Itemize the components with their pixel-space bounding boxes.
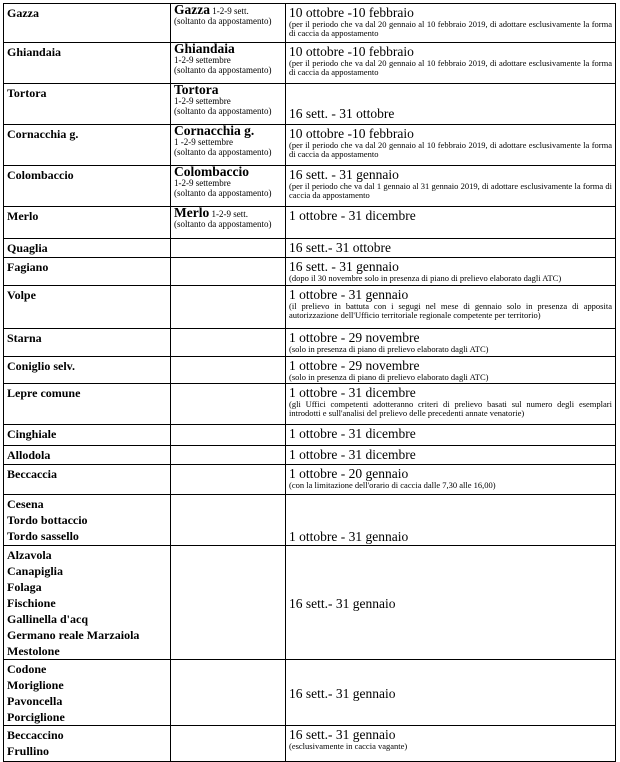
- species-name: Frullino: [7, 744, 50, 758]
- opening-days-species: Cornacchia g.: [174, 123, 255, 138]
- species-cell: [4, 446, 171, 465]
- opening-days-cell: [171, 660, 286, 726]
- season-period: 1 ottobre - 20 gennaio: [289, 466, 409, 481]
- season-period: 1 ottobre - 29 novembre: [289, 330, 420, 345]
- season-note: (solo in presenza di piano di prelievo elaborato dagli ATC): [289, 344, 489, 354]
- species-name: Starna: [7, 331, 42, 345]
- species-name: Beccaccia: [7, 467, 57, 481]
- species-cell: [4, 384, 171, 425]
- table-row: [4, 357, 616, 384]
- season-period: 10 ottobre -10 febbraio: [289, 44, 414, 59]
- opening-days-cell: [171, 258, 286, 286]
- species-name: Pavoncella: [7, 694, 63, 708]
- species-cell: [4, 4, 171, 43]
- species-name: Allodola: [7, 448, 51, 462]
- table-row: [4, 446, 616, 465]
- season-note: (dopo il 30 novembre solo in presenza di piano di prelievo elaborato dagli ATC): [289, 273, 562, 283]
- species-cell: [4, 495, 171, 546]
- season-period-cell: [286, 207, 616, 239]
- opening-days-detail: 1-2-9 settembre: [174, 178, 231, 188]
- season-period: 16 sett.- 31 gennaio: [289, 685, 396, 701]
- table-row: [4, 384, 616, 425]
- table-row: [4, 207, 616, 239]
- season-period-cell: [286, 166, 616, 207]
- season-period: 10 ottobre -10 febbraio: [289, 5, 414, 20]
- season-period: 16 sett.- 31 gennaio: [289, 595, 396, 611]
- opening-days-cell: [171, 329, 286, 357]
- species-cell: [4, 239, 171, 258]
- table-row: [4, 166, 616, 207]
- species-cell: [4, 425, 171, 446]
- season-note: (per il periodo che va dal 20 gennaio al 10 febbraio 2019, di adottare esclusivamente la forma di caccia da appostamento: [289, 19, 612, 38]
- season-period-cell: [286, 425, 616, 446]
- species-name: Tordo sassello: [7, 529, 79, 543]
- season-note: (il prelievo in battuta con i segugi nel mese di gennaio solo in presenza di apposita autorizzazione dell'Ufficio territoriale regionale competente per territorio): [289, 301, 612, 320]
- table-row: [4, 84, 616, 125]
- season-period: 1 ottobre - 31 dicembre: [289, 426, 416, 441]
- table-row: [4, 465, 616, 495]
- season-period: 1 ottobre - 31 gennaio: [289, 287, 409, 302]
- season-note: (per il periodo che va dal 20 gennaio al 10 febbraio 2019, di adottare esclusivamente la forma di caccia da appostamento: [289, 140, 612, 159]
- species-cell: [4, 43, 171, 84]
- season-period-cell: [286, 84, 616, 125]
- season-period: 1 ottobre - 31 gennaio: [289, 529, 409, 544]
- opening-days-detail: (soltanto da appostamento): [174, 219, 272, 229]
- species-name: Cornacchia g.: [7, 127, 79, 141]
- season-period: 1 ottobre - 31 dicembre: [289, 208, 416, 223]
- season-period-cell: [286, 239, 616, 258]
- species-cell: [4, 166, 171, 207]
- opening-days-cell: [171, 239, 286, 258]
- species-name: Fagiano: [7, 260, 49, 274]
- species-cell: [4, 258, 171, 286]
- opening-days-cell: [171, 84, 286, 125]
- opening-days-heading: [174, 82, 282, 97]
- season-period-cell: [286, 384, 616, 425]
- table-row: [4, 286, 616, 329]
- season-period: 1 ottobre - 29 novembre: [289, 358, 420, 373]
- table-row: [4, 43, 616, 84]
- opening-days-detail: (soltanto da appostamento): [174, 147, 272, 157]
- species-name: Quaglia: [7, 241, 48, 255]
- species-name: Porciglione: [7, 710, 65, 724]
- season-period-cell: [286, 4, 616, 43]
- species-name: Coniglio selv.: [7, 359, 76, 373]
- season-period: 16 sett.- 31 gennaio: [289, 727, 396, 742]
- table-row: [4, 546, 616, 660]
- season-period: 16 sett. - 31 ottobre: [289, 106, 395, 121]
- opening-days-detail: (soltanto da appostamento): [174, 188, 272, 198]
- species-cell: [4, 207, 171, 239]
- table-row: [4, 258, 616, 286]
- species-name: Fischione: [7, 596, 56, 610]
- season-period-cell: [286, 125, 616, 166]
- table-row: [4, 425, 616, 446]
- species-name: Volpe: [7, 288, 36, 302]
- species-name: Ghiandaia: [7, 45, 62, 59]
- opening-days-detail: 1 -2-9 settembre: [174, 137, 233, 147]
- table-row: [4, 125, 616, 166]
- opening-days-cell: [171, 43, 286, 84]
- season-period-cell: [286, 546, 616, 660]
- opening-days-heading: [174, 2, 282, 17]
- opening-days-cell: [171, 357, 286, 384]
- species-name: Cinghiale: [7, 427, 57, 441]
- hunting-calendar-table: [3, 3, 616, 762]
- opening-days-heading: [174, 123, 282, 138]
- species-name: Codone: [7, 662, 47, 676]
- opening-days-cell: [171, 425, 286, 446]
- species-name: Tordo bottaccio: [7, 513, 88, 527]
- species-name: Alzavola: [7, 548, 52, 562]
- species-name: Moriglione: [7, 678, 64, 692]
- opening-days-cell: [171, 4, 286, 43]
- opening-days-detail: (soltanto da appostamento): [174, 65, 272, 75]
- opening-days-dates: 1-2-9 sett.: [211, 209, 248, 219]
- opening-days-cell: [171, 465, 286, 495]
- season-period: 10 ottobre -10 febbraio: [289, 126, 414, 141]
- species-name: Colombaccio: [7, 168, 74, 182]
- season-period-cell: [286, 258, 616, 286]
- opening-days-heading: [174, 164, 282, 179]
- opening-days-cell: [171, 384, 286, 425]
- species-cell: [4, 84, 171, 125]
- opening-days-cell: [171, 286, 286, 329]
- table-row: [4, 239, 616, 258]
- season-period: 1 ottobre - 31 dicembre: [289, 385, 416, 400]
- season-period-cell: [286, 495, 616, 546]
- season-note: (solo in presenza di piano di prelievo elaborato dagli ATC): [289, 372, 489, 382]
- table-body: [4, 4, 616, 762]
- species-name: Folaga: [7, 580, 42, 594]
- species-cell: [4, 660, 171, 726]
- season-period-cell: [286, 465, 616, 495]
- season-period-cell: [286, 43, 616, 84]
- opening-days-cell: [171, 495, 286, 546]
- species-cell: [4, 465, 171, 495]
- table-row: [4, 660, 616, 726]
- season-period: 16 sett. - 31 gennaio: [289, 167, 399, 182]
- opening-days-heading: [174, 41, 282, 56]
- season-period: 16 sett. - 31 gennaio: [289, 259, 399, 274]
- opening-days-species: Gazza: [174, 2, 210, 17]
- opening-days-species: Merlo: [174, 205, 210, 220]
- season-period-cell: [286, 660, 616, 726]
- opening-days-dates: 1-2-9 sett.: [212, 6, 249, 16]
- species-cell: [4, 329, 171, 357]
- species-name: Lepre comune: [7, 386, 81, 400]
- species-cell: [4, 546, 171, 660]
- opening-days-detail: 1-2-9 settembre: [174, 55, 231, 65]
- season-note: (gli Uffici competenti adotteranno criteri di prelievo basati sul numero degli esemplari introdotti e sull'analisi del prelievo delle precedenti annate venatorie): [289, 399, 612, 418]
- opening-days-cell: [171, 125, 286, 166]
- table-row: [4, 4, 616, 43]
- season-period: 1 ottobre - 31 dicembre: [289, 447, 416, 462]
- season-note: (per il periodo che va dal 1 gennaio al 31 gennaio 2019, di adottare esclusivamente la forma di caccia da appostamento: [289, 181, 612, 200]
- table-row: [4, 495, 616, 546]
- species-name: Gazza: [7, 6, 39, 20]
- opening-days-detail: 1-2-9 settembre: [174, 96, 231, 106]
- species-cell: [4, 357, 171, 384]
- species-cell: [4, 286, 171, 329]
- season-note: (esclusivamente in caccia vagante): [289, 741, 408, 751]
- species-name: Merlo: [7, 209, 39, 223]
- species-name: Gallinella d'acq: [7, 612, 89, 626]
- season-note: (con la limitazione dell'orario di caccia dalle 7,30 alle 16,00): [289, 480, 496, 490]
- species-name: Beccaccino: [7, 728, 64, 742]
- opening-days-heading: [174, 205, 282, 220]
- season-period: 16 sett.- 31 ottobre: [289, 240, 391, 255]
- season-note: (per il periodo che va dal 20 gennaio al 10 febbraio 2019, di adottare esclusivamente la forma di caccia da appostamento: [289, 58, 612, 77]
- opening-days-cell: [171, 446, 286, 465]
- species-name: Mestolone: [7, 644, 60, 658]
- season-period-cell: [286, 446, 616, 465]
- opening-days-detail: (soltanto da appostamento): [174, 106, 272, 116]
- species-cell: [4, 125, 171, 166]
- opening-days-cell: [171, 166, 286, 207]
- species-name: Cesena: [7, 497, 44, 511]
- opening-days-species: Colombaccio: [174, 164, 249, 179]
- species-name: Tortora: [7, 86, 47, 100]
- season-period-cell: [286, 329, 616, 357]
- opening-days-species: Ghiandaia: [174, 41, 235, 56]
- season-period-cell: [286, 286, 616, 329]
- opening-days-cell: [171, 207, 286, 239]
- table-row: [4, 329, 616, 357]
- species-name: Canapiglia: [7, 564, 64, 578]
- species-name: Germano reale Marzaiola: [7, 628, 140, 642]
- opening-days-species: Tortora: [174, 82, 219, 97]
- opening-days-cell: [171, 546, 286, 660]
- opening-days-detail: (soltanto da appostamento): [174, 16, 272, 26]
- season-period-cell: [286, 357, 616, 384]
